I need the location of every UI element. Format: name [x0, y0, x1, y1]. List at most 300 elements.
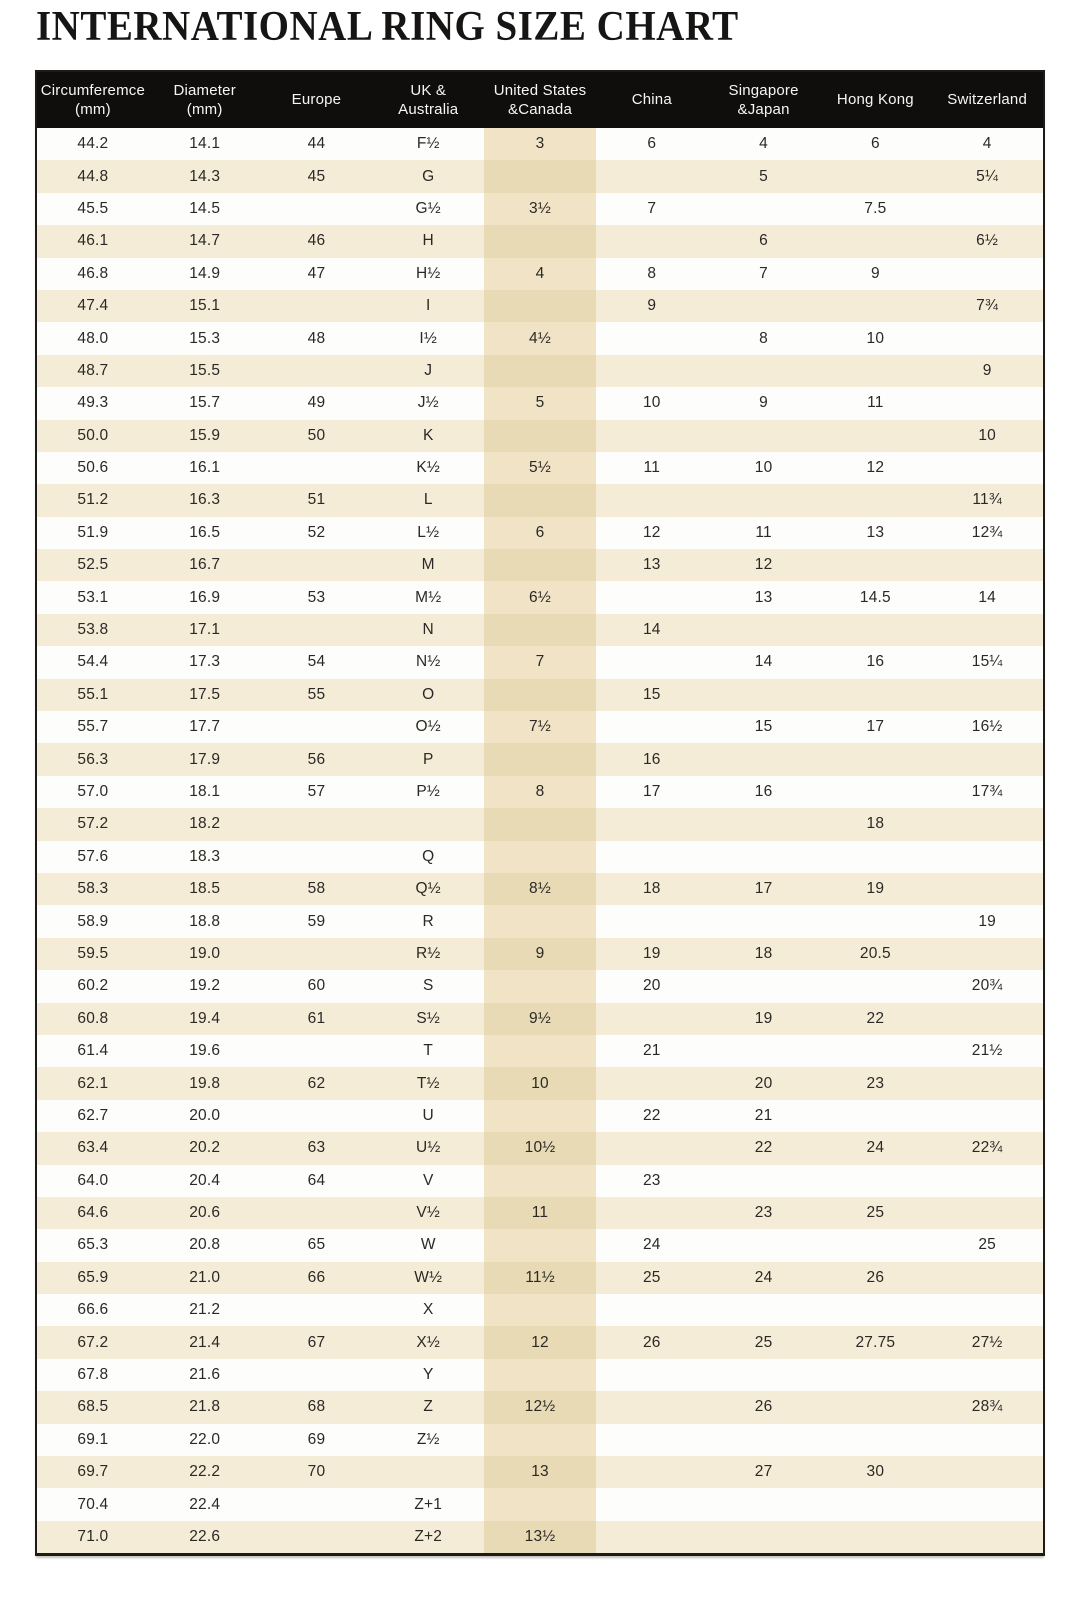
table-cell-us-canada: 12½ [484, 1391, 596, 1423]
table-cell-circumference: 57.6 [77, 847, 109, 865]
table-cell-circumference: 46.1 [77, 232, 109, 250]
table-cell-us-canada: 10 [484, 1067, 596, 1099]
table-cell-diameter: 22.0 [189, 1430, 221, 1448]
table-cell-diameter: 20.8 [189, 1236, 221, 1254]
table-cell-china [596, 711, 708, 743]
table-cell-hong-kong: 25 [866, 1204, 885, 1222]
table-cell-diameter: 17.5 [189, 685, 221, 703]
table-cell-singapore-japan: 18 [754, 944, 773, 962]
table-cell-switzerland [931, 452, 1043, 484]
table-cell-diameter: 19.2 [189, 977, 221, 995]
table-cell-hong-kong [819, 614, 931, 646]
table-cell-us-canada [484, 905, 596, 937]
table-cell-singapore-japan: 27 [754, 1463, 773, 1481]
table-cell-europe: 66 [307, 1268, 326, 1286]
table-row [37, 484, 1043, 516]
table-cell-europe [261, 808, 373, 840]
table-cell-singapore-japan: 4 [759, 135, 768, 153]
table-cell-europe [261, 1100, 373, 1132]
table-cell-singapore-japan [708, 1229, 820, 1261]
column-header-china [596, 72, 708, 128]
column-header-label: Diameter [173, 81, 236, 99]
table-cell-circumference: 53.1 [77, 588, 109, 606]
table-cell-europe [261, 290, 373, 322]
table-cell-diameter: 15.3 [189, 329, 221, 347]
table-cell-china [596, 1132, 708, 1164]
column-header-label: Singapore [728, 81, 799, 99]
table-cell-diameter: 14.5 [189, 199, 221, 217]
table-cell-us-canada [484, 484, 596, 516]
table-cell-switzerland [931, 1521, 1043, 1553]
table-cell-diameter: 20.6 [189, 1204, 221, 1222]
table-row [37, 873, 1043, 905]
table-cell-singapore-japan: 5 [759, 167, 768, 185]
table-cell-diameter: 19.8 [189, 1074, 221, 1092]
table-cell-switzerland: 4 [982, 135, 992, 153]
table-cell-singapore-japan: 8 [759, 329, 768, 347]
table-cell-china: 15 [642, 685, 661, 703]
table-cell-singapore-japan [708, 841, 820, 873]
table-cell-us-canada [484, 808, 596, 840]
table-cell-us-canada: 13 [484, 1456, 596, 1488]
table-cell-us-canada: 7½ [484, 711, 596, 743]
table-row [37, 1521, 1043, 1553]
table-cell-hong-kong: 30 [866, 1463, 885, 1481]
table-cell-singapore-japan: 10 [754, 459, 773, 477]
column-header-circumference [37, 72, 149, 128]
table-cell-switzerland: 10 [978, 426, 996, 444]
table-cell-europe: 53 [307, 588, 326, 606]
table-cell-singapore-japan: 22 [754, 1139, 773, 1157]
table-cell-hong-kong: 26 [866, 1268, 885, 1286]
table-cell-uk-australia [372, 808, 484, 840]
table-cell-hong-kong [819, 1035, 931, 1067]
table-cell-uk-australia: X [422, 1301, 434, 1319]
table-cell-singapore-japan: 17 [754, 880, 773, 898]
table-cell-switzerland: 20¾ [971, 977, 1003, 995]
table-cell-uk-australia: G [422, 167, 435, 185]
table-cell-diameter: 21.6 [189, 1366, 221, 1384]
table-cell-hong-kong [819, 1521, 931, 1553]
table-cell-china: 6 [647, 135, 657, 153]
table-cell-switzerland: 5¼ [976, 167, 999, 185]
table-cell-china: 13 [642, 556, 661, 574]
table-cell-circumference: 67.2 [77, 1333, 109, 1351]
table-cell-china: 14 [642, 621, 661, 639]
table-cell-europe: 58 [307, 880, 326, 898]
table-cell-hong-kong: 10 [866, 329, 885, 347]
table-cell-us-canada [484, 841, 596, 873]
table-cell-diameter: 21.2 [189, 1301, 221, 1319]
table-cell-diameter: 14.7 [189, 232, 221, 250]
table-cell-europe [261, 1359, 373, 1391]
table-cell-switzerland [931, 322, 1043, 354]
table-row [37, 938, 1043, 970]
table-cell-circumference: 60.2 [77, 977, 109, 995]
table-cell-hong-kong [819, 679, 931, 711]
table-cell-diameter: 15.7 [189, 394, 221, 412]
table-cell-europe [261, 193, 373, 225]
table-cell-china [596, 322, 708, 354]
table-cell-us-canada [484, 1424, 596, 1456]
table-cell-europe: 63 [307, 1139, 326, 1157]
column-header-label: &Canada [508, 101, 572, 118]
table-cell-hong-kong [819, 1165, 931, 1197]
table-cell-circumference: 46.8 [77, 264, 109, 282]
table-cell-switzerland: 21½ [971, 1042, 1003, 1060]
table-cell-us-canada [484, 1359, 596, 1391]
table-cell-hong-kong [819, 841, 931, 873]
table-cell-us-canada [484, 420, 596, 452]
table-cell-hong-kong [819, 1391, 931, 1423]
table-cell-circumference: 62.7 [77, 1106, 109, 1124]
table-cell-singapore-japan: 9 [759, 394, 768, 412]
table-cell-singapore-japan [708, 1424, 820, 1456]
table-cell-switzerland [931, 1424, 1043, 1456]
table-cell-singapore-japan [708, 290, 820, 322]
table-cell-uk-australia: T [423, 1042, 434, 1060]
table-cell-us-canada: 13½ [484, 1521, 596, 1553]
table-cell-us-canada [484, 970, 596, 1002]
table-cell-uk-australia: N [422, 621, 434, 639]
table-cell-us-canada: 8 [484, 776, 596, 808]
column-header-label: UK & [410, 81, 447, 99]
table-cell-switzerland: 16½ [971, 718, 1003, 736]
table-cell-circumference: 50.0 [77, 426, 109, 444]
column-header-label: Switzerland [947, 91, 1027, 109]
table-cell-uk-australia: P [422, 750, 434, 768]
table-row [37, 1391, 1043, 1423]
table-cell-europe [261, 1488, 373, 1520]
table-cell-singapore-japan [708, 970, 820, 1002]
table-cell-switzerland [931, 1359, 1043, 1391]
table-cell-uk-australia: Y [422, 1366, 434, 1384]
table-row [37, 160, 1043, 192]
table-cell-uk-australia: J [424, 361, 433, 379]
table-cell-china [596, 225, 708, 257]
table-cell-uk-australia: K [422, 426, 434, 444]
table-cell-us-canada: 4½ [484, 322, 596, 354]
table-cell-europe: 55 [307, 685, 326, 703]
table-cell-europe: 61 [307, 1009, 326, 1027]
table-cell-switzerland [931, 614, 1043, 646]
table-row [37, 1229, 1043, 1261]
table-cell-singapore-japan [708, 1294, 820, 1326]
table-cell-us-canada: 11 [484, 1197, 596, 1229]
table-row [37, 581, 1043, 613]
column-header-hong-kong [819, 72, 931, 128]
table-cell-china [596, 808, 708, 840]
table-cell-circumference: 71.0 [77, 1527, 109, 1545]
table-cell-switzerland [931, 1067, 1043, 1099]
table-row [37, 905, 1043, 937]
table-cell-china: 17 [642, 783, 661, 800]
table-cell-singapore-japan: 25 [754, 1333, 773, 1351]
table-cell-singapore-japan [708, 1521, 820, 1553]
table-cell-circumference: 64.6 [77, 1204, 109, 1222]
table-cell-us-canada [484, 1229, 596, 1261]
table-cell-circumference: 57.0 [77, 783, 109, 800]
table-cell-circumference: 56.3 [77, 750, 109, 768]
table-cell-uk-australia: O½ [415, 718, 441, 736]
table-row [37, 355, 1043, 387]
table-cell-diameter: 16.5 [189, 523, 221, 541]
table-cell-circumference: 69.7 [77, 1463, 109, 1481]
table-cell-china [596, 1521, 708, 1553]
table-cell-europe: 46 [307, 232, 326, 250]
table-cell-diameter: 21.0 [189, 1268, 221, 1286]
table-cell-switzerland: 11¾ [972, 491, 1002, 509]
table-cell-circumference: 58.3 [77, 880, 109, 898]
table-cell-switzerland [931, 1488, 1043, 1520]
table-cell-circumference: 49.3 [77, 394, 109, 412]
table-row [37, 387, 1043, 419]
table-cell-europe: 68 [307, 1398, 326, 1416]
table-cell-china: 20 [642, 977, 661, 995]
table-row [37, 225, 1043, 257]
table-cell-circumference: 53.8 [77, 621, 109, 639]
table-cell-diameter: 16.1 [189, 459, 221, 477]
table-cell-singapore-japan: 6 [759, 232, 768, 250]
table-cell-uk-australia: R½ [415, 944, 441, 962]
column-header-label: China [631, 91, 672, 109]
table-cell-china [596, 484, 708, 516]
table-cell-europe [261, 614, 373, 646]
table-cell-us-canada [484, 1294, 596, 1326]
table-row [37, 1067, 1043, 1099]
table-cell-circumference: 59.5 [77, 944, 109, 962]
table-cell-diameter: 17.1 [189, 621, 221, 639]
table-cell-hong-kong: 12 [866, 459, 885, 477]
table-cell-uk-australia: U½ [415, 1139, 441, 1157]
table-cell-china [596, 1391, 708, 1423]
table-cell-china [596, 1294, 708, 1326]
table-cell-europe [261, 938, 373, 970]
table-cell-europe: 50 [307, 426, 326, 444]
table-cell-singapore-japan [708, 193, 820, 225]
column-header-label: Circumferemce [40, 81, 146, 99]
table-row [37, 776, 1043, 808]
table-cell-circumference: 65.3 [77, 1236, 109, 1254]
table-cell-us-canada: 5½ [484, 452, 596, 484]
table-cell-uk-australia: N½ [415, 653, 441, 671]
table-cell-circumference: 44.2 [77, 135, 109, 153]
table-cell-diameter: 15.9 [189, 426, 221, 444]
table-cell-uk-australia: G½ [415, 199, 441, 217]
table-cell-europe: 45 [307, 167, 326, 185]
table-cell-hong-kong: 16 [866, 653, 885, 671]
table-cell-europe [261, 549, 373, 581]
table-cell-switzerland: 12¾ [971, 523, 1003, 541]
table-cell-singapore-japan: 7 [759, 264, 768, 282]
table-cell-hong-kong [819, 355, 931, 387]
table-cell-china: 25 [642, 1268, 661, 1286]
table-cell-diameter: 21.4 [189, 1333, 221, 1351]
table-cell-europe: 52 [307, 523, 326, 541]
table-cell-singapore-japan [708, 679, 820, 711]
table-cell-singapore-japan [708, 1488, 820, 1520]
table-cell-europe [261, 1197, 373, 1229]
table-cell-diameter: 22.6 [189, 1527, 221, 1545]
table-cell-hong-kong [819, 160, 931, 192]
table-cell-china [596, 841, 708, 873]
table-cell-switzerland [931, 1197, 1043, 1229]
table-cell-diameter: 15.1 [189, 297, 221, 315]
table-cell-diameter: 19.6 [189, 1042, 221, 1060]
table-cell-us-canada [484, 225, 596, 257]
table-cell-switzerland [931, 743, 1043, 775]
table-cell-singapore-japan: 24 [754, 1268, 773, 1286]
table-cell-uk-australia: M [421, 556, 435, 574]
table-cell-china: 9 [647, 297, 657, 315]
table-cell-singapore-japan [708, 355, 820, 387]
table-cell-china [596, 420, 708, 452]
table-cell-hong-kong [819, 776, 931, 808]
table-row [37, 290, 1043, 322]
table-cell-uk-australia: V½ [416, 1204, 441, 1222]
table-row [37, 193, 1043, 225]
table-cell-singapore-japan [708, 420, 820, 452]
table-cell-hong-kong: 11 [867, 394, 884, 412]
table-cell-circumference: 60.8 [77, 1009, 109, 1027]
table-cell-europe: 48 [307, 329, 326, 347]
table-row [37, 258, 1043, 290]
table-cell-uk-australia: I [425, 297, 431, 315]
table-cell-switzerland [931, 193, 1043, 225]
table-cell-europe: 65 [307, 1236, 326, 1254]
table-cell-europe: 60 [307, 977, 326, 995]
table-cell-diameter: 18.8 [189, 912, 221, 930]
table-cell-singapore-japan: 12 [754, 556, 773, 574]
table-cell-switzerland: 28¾ [971, 1398, 1003, 1416]
table-cell-us-canada: 12 [484, 1326, 596, 1358]
table-cell-switzerland [931, 1294, 1043, 1326]
table-cell-europe: 44 [307, 135, 326, 153]
table-cell-diameter: 20.0 [189, 1106, 221, 1124]
table-cell-diameter: 21.8 [189, 1398, 221, 1416]
table-cell-china: 11 [643, 459, 661, 477]
table-row [37, 841, 1043, 873]
table-cell-hong-kong [819, 484, 931, 516]
table-cell-diameter: 20.2 [189, 1139, 221, 1157]
column-header-label: Hong Kong [836, 91, 914, 109]
table-cell-diameter: 17.7 [189, 718, 221, 736]
table-cell-europe [261, 841, 373, 873]
table-cell-uk-australia: K½ [416, 459, 441, 477]
table-cell-china [596, 1424, 708, 1456]
table-cell-switzerland [931, 679, 1043, 711]
table-cell-uk-australia: M½ [415, 588, 442, 606]
table-cell-diameter: 14.9 [189, 264, 221, 282]
table-cell-china: 8 [647, 264, 657, 282]
table-cell-us-canada [484, 549, 596, 581]
table-cell-uk-australia: Z [423, 1398, 434, 1416]
table-cell-hong-kong [819, 225, 931, 257]
table-row [37, 743, 1043, 775]
table-cell-circumference: 47.4 [77, 297, 109, 315]
table-cell-hong-kong: 22 [866, 1009, 885, 1027]
table-cell-circumference: 69.1 [77, 1430, 109, 1448]
table-cell-hong-kong [819, 1488, 931, 1520]
table-row [37, 420, 1043, 452]
table-cell-hong-kong: 27.75 [855, 1333, 896, 1351]
table-cell-switzerland [931, 258, 1043, 290]
table-cell-hong-kong: 6 [870, 135, 880, 153]
table-cell-circumference: 50.6 [77, 459, 109, 477]
table-row [37, 1294, 1043, 1326]
table-cell-china [596, 646, 708, 678]
table-row [37, 1003, 1043, 1035]
table-cell-china [596, 1197, 708, 1229]
table-row [37, 711, 1043, 743]
table-cell-circumference: 44.8 [77, 167, 109, 185]
table-cell-diameter: 18.5 [189, 880, 221, 898]
table-cell-uk-australia: S½ [416, 1009, 441, 1027]
table-cell-europe [261, 1521, 373, 1553]
table-cell-hong-kong [819, 549, 931, 581]
table-cell-uk-australia: I½ [419, 329, 438, 347]
table-cell-us-canada: 4 [484, 258, 596, 290]
table-cell-uk-australia: F½ [416, 135, 440, 153]
table-cell-china [596, 1488, 708, 1520]
table-cell-china: 23 [642, 1171, 661, 1189]
table-cell-diameter: 17.3 [189, 653, 221, 671]
table-cell-us-canada [484, 614, 596, 646]
table-cell-singapore-japan: 20 [754, 1074, 773, 1092]
table-cell-singapore-japan: 14 [754, 653, 773, 671]
table-cell-singapore-japan: 26 [754, 1398, 773, 1416]
ring-size-table [35, 70, 1045, 1556]
table-cell-china: 16 [642, 750, 661, 768]
table-cell-diameter: 16.3 [189, 491, 221, 509]
table-cell-us-canada [484, 679, 596, 711]
table-cell-switzerland [931, 1003, 1043, 1035]
table-cell-hong-kong [819, 1294, 931, 1326]
table-cell-europe: 67 [307, 1333, 326, 1351]
column-header-singapore-japan [708, 72, 820, 128]
table-cell-us-canada: 9 [484, 938, 596, 970]
table-cell-china [596, 1359, 708, 1391]
table-cell-uk-australia: W [420, 1236, 436, 1254]
table-cell-uk-australia: V [422, 1171, 434, 1189]
table-cell-diameter: 22.2 [189, 1463, 221, 1481]
table-row [37, 1456, 1043, 1488]
table-cell-china [596, 160, 708, 192]
table-cell-hong-kong [819, 1359, 931, 1391]
table-cell-circumference: 58.9 [77, 912, 109, 930]
table-cell-circumference: 55.7 [77, 718, 109, 736]
table-row [37, 1035, 1043, 1067]
table-row [37, 1424, 1043, 1456]
table-cell-switzerland [931, 841, 1043, 873]
table-cell-switzerland [931, 549, 1043, 581]
table-cell-switzerland: 22¾ [971, 1139, 1003, 1157]
table-cell-hong-kong: 7.5 [864, 199, 887, 217]
table-cell-china [596, 1067, 708, 1099]
table-cell-us-canada [484, 160, 596, 192]
table-cell-switzerland: 19 [978, 912, 996, 930]
column-header-label: (mm) [186, 101, 223, 118]
table-cell-singapore-japan: 15 [754, 718, 773, 736]
table-cell-hong-kong [819, 420, 931, 452]
table-cell-uk-australia: L½ [417, 523, 440, 541]
table-cell-circumference: 67.8 [77, 1366, 109, 1384]
table-cell-singapore-japan [708, 905, 820, 937]
table-cell-diameter: 15.5 [189, 361, 221, 379]
table-cell-china: 26 [642, 1333, 661, 1351]
table-cell-diameter: 18.2 [189, 815, 221, 833]
table-cell-us-canada [484, 1165, 596, 1197]
